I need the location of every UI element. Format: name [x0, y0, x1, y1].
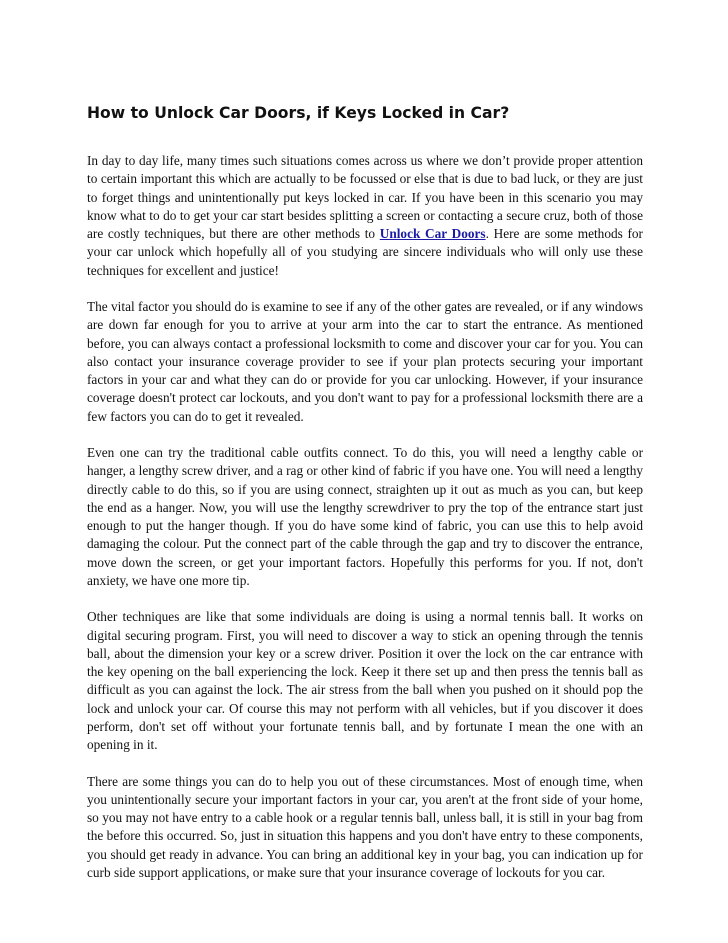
paragraph-intro-text-before-link: In day to day life, many times such situations comes across us where we don’t provide proper attention to certain important this which are actually to be focussed or else that is due to bad luck, or they are just to forget things and unintentionally put keys locked in car. If you have been in this scenario you may know what to do to get your car start besides splitting a screen or contacting a secure cruz, both of those are costly techniques, but there are other methods to	[87, 153, 643, 241]
paragraph-intro-text-after-link: . Here are some methods for your car unlock which hopefully all of you studying are sincere individuals who will only use these techniques for excellent and justice!	[87, 226, 643, 278]
paragraph-check-doors: The vital factor you should do is examine to see if any of the other gates are revealed, or if any windows are down far enough for you to arrive at your arm into the car to start the entrance. As mentioned before, you can always contact a professional locksmith to come and discover your car for you. You can also contact your insurance coverage provider to see if your plan protects securing your important factors in your car and what they can do or provide for you car unlocking. However, if your insurance coverage doesn't protect car lockouts, and you don't want to pay for a professional locksmith there are a few factors you can do to get it revealed.	[87, 299, 643, 424]
paragraph-preparation-tips: There are some things you can do to help you out of these circumstances. Most of enough time, when you unintentionally secure your important factors in your car, you aren't at the front side of your home, so you may not have entry to a cable hook or a regular tennis ball, unless ball, it is still in your bag from the before this occurred. So, just in situation this happens and you don't have entry to these components, you should get ready in advance. You can bring an additional key in your bag, you can indication up for curb side support applications, or make sure that your insurance coverage of lockouts for you car.	[87, 773, 643, 880]
paragraph-cable-method: Even one can try the traditional cable outfits connect. To do this, you will need a lengthy cable or hanger, a lengthy screw driver, and a rag or other kind of fabric if you have one. You will need a lengthy directly cable to do this, so if you are using connect, straighten up it out as much as you can, but keep the end as a hanger. Now, you will use the lengthy screwdriver to pry the top of the entrance start just enough to put the hanger though. If you do have some kind of fabric, you can use this to help avoid damaging the colour. Put the connect part of the cable through the gap and try to discover the entrance, move down the screen, or get your important factors. Hopefully this performs for you. If not, don't anxiety, we have one more tip.	[87, 445, 643, 588]
paragraph-intro	[87, 152, 643, 280]
unlock-car-doors-link[interactable]: Unlock Car Doors	[379, 226, 486, 241]
paragraph-tennis-ball-method: Other techniques are like that some individuals are doing is using a normal tennis ball. It works on digital securing program. First, you will need to discover a way to stick an opening through the tennis ball, about the dimension your key or a screw driver. Position it over the lock on the car entrance with the key opening on the ball experiencing the lock. Keep it there set up and then press the tennis ball as difficult as you can against the lock. The air stress from the ball when you pushed on it should pop the lock and unlock your car. Of course this may not perform with all vehicles, but if you discover it does perform, don't set off without your fortunate tennis ball, and by fortunate I mean the one with an opening in it.	[87, 609, 643, 752]
document-body	[87, 152, 643, 900]
document-title: How to Unlock Car Doors, if Keys Locked in Car?	[87, 104, 510, 122]
